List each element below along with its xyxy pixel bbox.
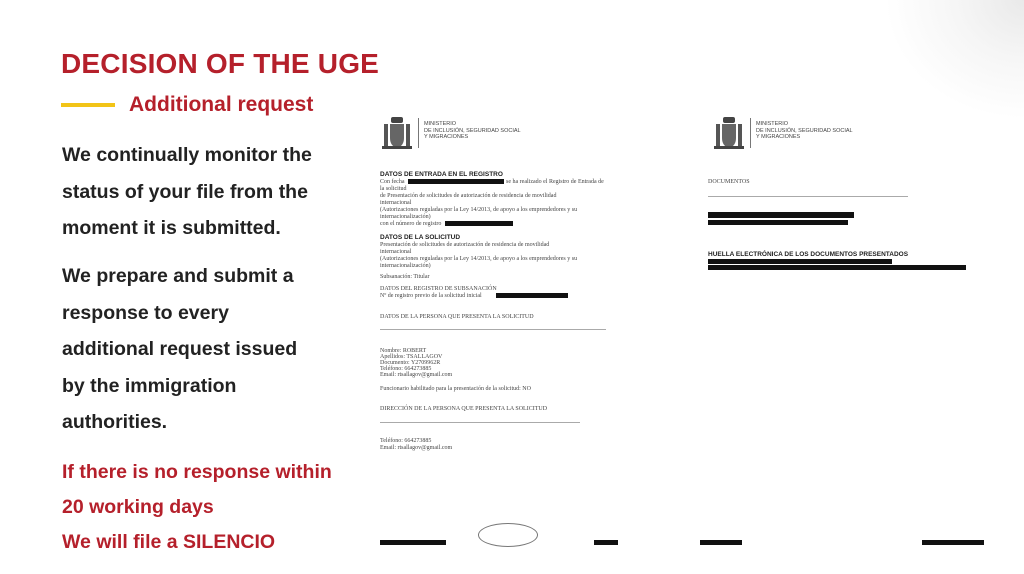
divider-rule: [380, 329, 606, 330]
coat-of-arms-icon: [712, 114, 746, 152]
text-line: response to every: [62, 301, 229, 324]
redaction-bar: [594, 540, 618, 545]
paragraph-silencio: [62, 455, 362, 560]
coat-of-arms-icon: [380, 114, 414, 152]
header-divider: [418, 118, 419, 148]
paragraph-monitoring: [62, 137, 362, 247]
ministry-line: MINISTERIO: [756, 121, 789, 127]
funcionario-line: Funcionario habilitado para la presentación de la solicitud: NO: [380, 386, 531, 392]
entry-line: se ha realizado el Registro de Entrada de: [506, 179, 604, 185]
registro-previo: Nº de registro previo de la solicitud inicial: [380, 293, 482, 299]
entry-line: Con fecha: [380, 179, 405, 185]
divider-rule: [380, 422, 580, 423]
redaction-bar: [700, 540, 742, 545]
accent-bar: [61, 103, 115, 107]
ministry-header: [424, 121, 584, 141]
text-line: moment it is submitted.: [62, 217, 281, 239]
redaction-bar: [496, 293, 568, 298]
corner-shade: [884, 0, 1024, 120]
ministry-header: [756, 121, 916, 141]
request-line: internacional: [380, 249, 412, 255]
ministry-line: MINISTERIO: [424, 121, 457, 127]
text-line: We continually monitor the: [62, 144, 312, 166]
entry-line: con el número de registro: [380, 221, 442, 227]
text-line: authorities.: [62, 411, 168, 433]
text-line: We will file a SILENCIO: [62, 531, 276, 553]
entry-line: internacional: [380, 200, 412, 206]
request-line: (Autorizaciones reguladas por la Ley 14/2013, de apoyo a los emprendedores y su: [380, 256, 578, 262]
direccion-line: Email: rtsallagov@gmail.com: [380, 445, 453, 451]
entry-line: de Presentación de solicitudes de autorización de residencia de movilidad: [380, 193, 557, 199]
official-stamp: [478, 523, 538, 547]
registry-document-right: [700, 108, 1000, 574]
request-line: internacionalización): [380, 263, 431, 269]
persona-line: Nombre: ROBERT: [380, 348, 427, 354]
text-line: 20 working days: [62, 496, 214, 518]
direccion-line: Teléfono: 664273885: [380, 438, 432, 444]
text-line: status of your file from the: [62, 180, 308, 203]
request-line: Presentación de solicitudes de autorización de residencia de movilidad: [380, 242, 550, 248]
subsanacion-line: Subsanación: Titular: [380, 274, 430, 280]
entry-heading: DATOS DE ENTRADA EN EL REGISTRO: [380, 171, 503, 178]
redaction-bar: [708, 265, 966, 270]
ministry-line: Y MIGRACIONES: [424, 134, 469, 140]
entry-line: (Autorizaciones reguladas por la Ley 14/2013, de apoyo a los emprendedores y su: [380, 207, 578, 213]
registry-document-left: [368, 108, 618, 574]
direccion-heading: DIRECCIÓN DE LA PERSONA QUE PRESENTA LA SOLICITUD: [380, 406, 548, 412]
text-line: If there is no response within: [62, 461, 332, 483]
persona-line: Apellidos: TSALLAGOV: [380, 354, 443, 360]
redaction-bar: [708, 259, 892, 264]
entry-line: la solicitud: [380, 186, 407, 192]
persona-line: Documento: Y2709962R: [380, 360, 441, 366]
redaction-bar: [708, 212, 854, 218]
ministry-line: DE INCLUSIÓN, SEGURIDAD SOCIAL: [756, 127, 853, 134]
text-line: by the immigration: [62, 374, 237, 397]
entry-line: internacionalización): [380, 214, 431, 220]
header-divider: [750, 118, 751, 148]
redaction-bar: [445, 221, 513, 226]
redaction-bar: [408, 179, 504, 184]
slide-title: DECISION OF THE UGE: [61, 48, 380, 79]
persona-line: Email: rtsallagov@gmail.com: [380, 372, 453, 378]
divider-rule: [708, 196, 908, 197]
ministry-line: DE INCLUSIÓN, SEGURIDAD SOCIAL: [424, 127, 521, 134]
documentos-heading: DOCUMENTOS: [708, 179, 750, 185]
persona-line: Teléfono: 664273885: [380, 366, 432, 372]
registro-subsanacion: DATOS DEL REGISTRO DE SUBSANACIÓN: [380, 286, 497, 292]
ministry-line: Y MIGRACIONES: [756, 134, 801, 140]
redaction-bar: [708, 220, 848, 225]
slide-subtitle: Additional request: [129, 93, 314, 116]
redaction-bar: [380, 540, 446, 545]
huella-heading: HUELLA ELECTRÓNICA DE LOS DOCUMENTOS PRESENTADOS: [708, 251, 909, 258]
text-line: We prepare and submit a: [62, 265, 294, 287]
redaction-bar: [922, 540, 984, 545]
text-line: additional request issued: [62, 338, 298, 360]
request-heading: DATOS DE LA SOLICITUD: [380, 234, 461, 241]
paragraph-response: [62, 258, 362, 441]
persona-heading: DATOS DE LA PERSONA QUE PRESENTA LA SOLICITUD: [380, 314, 534, 320]
